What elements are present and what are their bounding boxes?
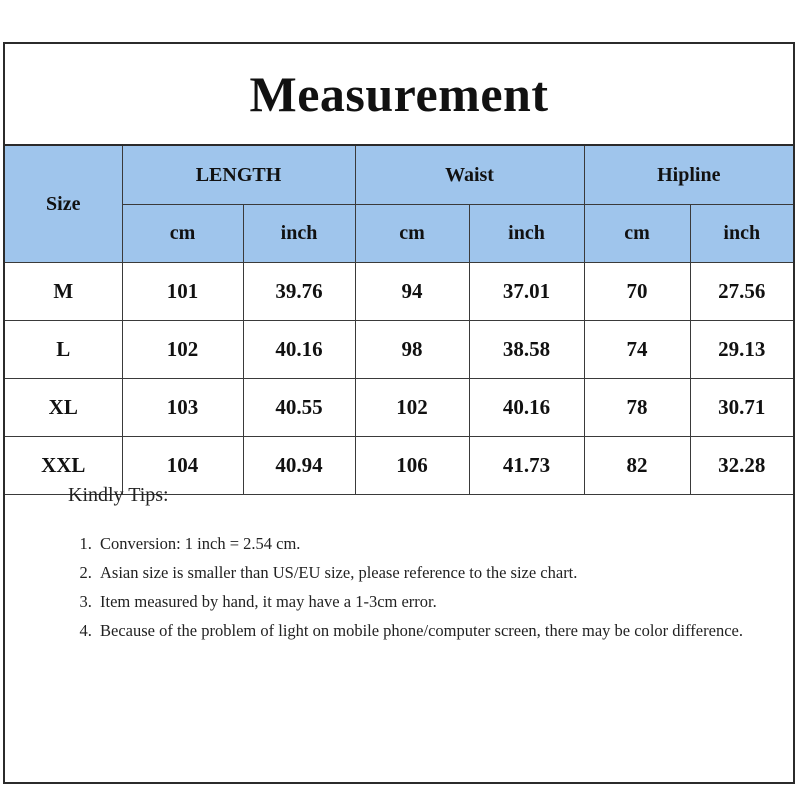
table-cell: 82	[584, 437, 690, 495]
size-table	[5, 146, 793, 495]
table-cell: 103	[122, 379, 243, 437]
table-cell: 29.13	[690, 321, 793, 379]
table-cell: 102	[122, 321, 243, 379]
table-cell: 37.01	[469, 263, 584, 321]
table-cell: 104	[122, 437, 243, 495]
header-waist: Waist	[355, 146, 584, 205]
unit-header: inch	[469, 205, 584, 263]
unit-header: cm	[355, 205, 469, 263]
table-cell: 70	[584, 263, 690, 321]
page-title: Measurement	[5, 44, 793, 146]
table-cell: 98	[355, 321, 469, 379]
header-row-groups	[5, 146, 793, 205]
table-cell: 27.56	[690, 263, 793, 321]
table-row	[5, 263, 793, 321]
tip-item: 3. Item measured by hand, it may have a 1-3cm error.	[96, 587, 748, 616]
table-cell: 40.16	[243, 321, 355, 379]
size-cell: XL	[5, 379, 122, 437]
header-size: Size	[5, 146, 122, 263]
unit-header: inch	[243, 205, 355, 263]
table-cell: 74	[584, 321, 690, 379]
unit-header: cm	[122, 205, 243, 263]
table-cell: 32.28	[690, 437, 793, 495]
tips-title: Kindly Tips:	[68, 484, 169, 506]
tips-list	[68, 529, 748, 645]
header-length: LENGTH	[122, 146, 355, 205]
table-cell: 94	[355, 263, 469, 321]
table-cell: 40.55	[243, 379, 355, 437]
unit-header: cm	[584, 205, 690, 263]
table-cell: 30.71	[690, 379, 793, 437]
unit-header: inch	[690, 205, 793, 263]
table-cell: 41.73	[469, 437, 584, 495]
size-cell: M	[5, 263, 122, 321]
table-row	[5, 379, 793, 437]
table-cell: 102	[355, 379, 469, 437]
header-row-units	[5, 205, 793, 263]
table-cell: 39.76	[243, 263, 355, 321]
table-cell: 106	[355, 437, 469, 495]
table-cell: 101	[122, 263, 243, 321]
table-cell: 40.94	[243, 437, 355, 495]
tip-item: 4. Because of the problem of light on mobile phone/computer screen, there may be color difference.	[96, 616, 748, 645]
table-cell: 38.58	[469, 321, 584, 379]
tips-section	[68, 484, 748, 645]
table-row	[5, 321, 793, 379]
header-hipline: Hipline	[584, 146, 793, 205]
size-cell: L	[5, 321, 122, 379]
tip-item: 2. Asian size is smaller than US/EU size, please reference to the size chart.	[96, 558, 748, 587]
size-chart	[3, 42, 795, 784]
table-cell: 40.16	[469, 379, 584, 437]
size-cell: XXL	[5, 437, 122, 495]
table-cell: 78	[584, 379, 690, 437]
tip-item: 1. Conversion: 1 inch = 2.54 cm.	[96, 529, 748, 558]
